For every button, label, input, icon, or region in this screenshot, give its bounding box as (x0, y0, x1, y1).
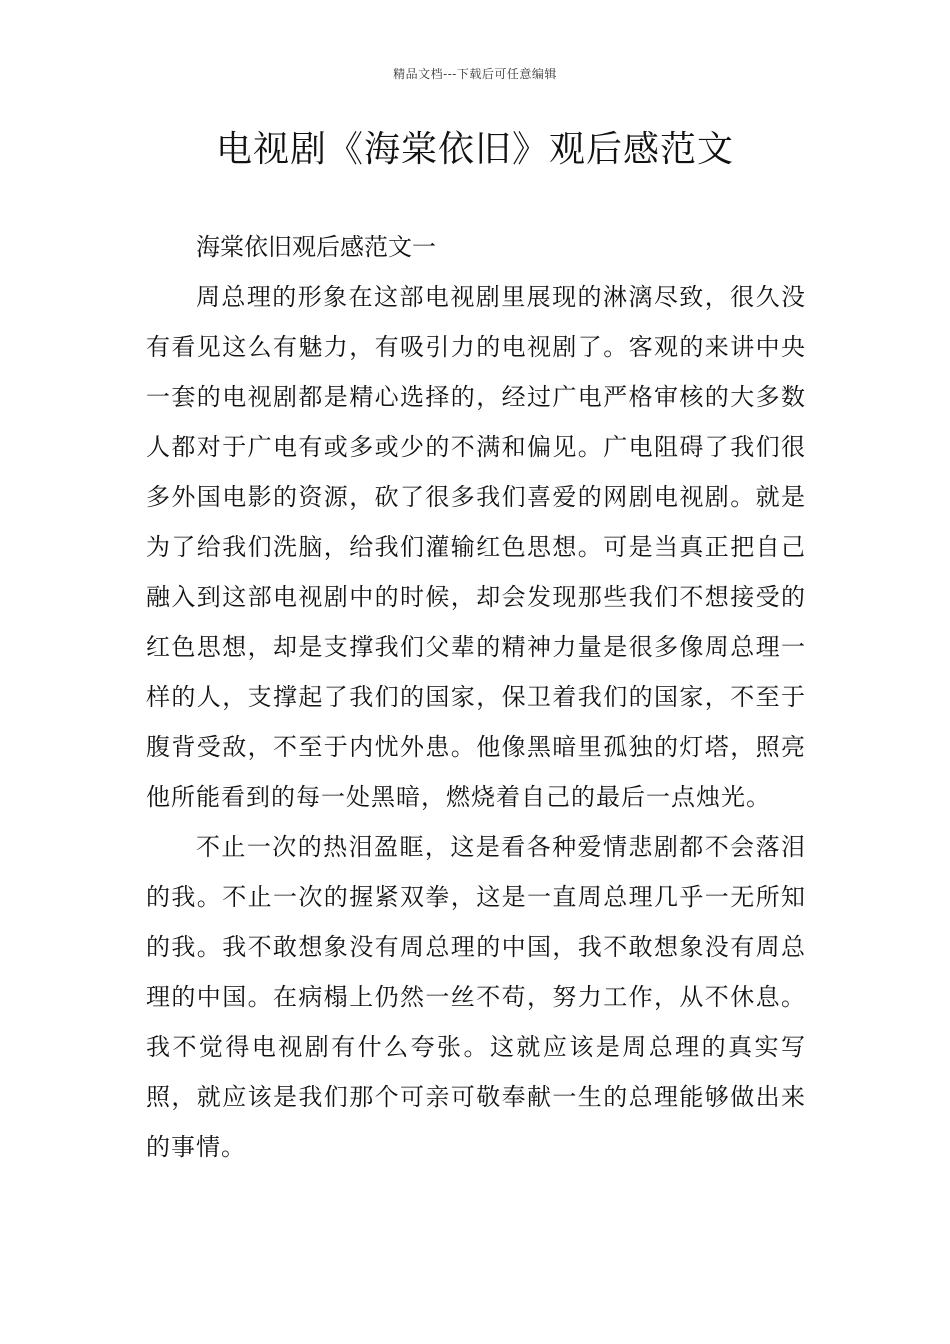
page-header: 精品文档---下载后可任意编辑 (393, 67, 557, 81)
paragraph-1: 周总理的形象在这部电视剧里展现的淋漓尽致，很久没有看见这么有魅力，有吸引力的电视剧了。客观的来讲中央一套的电视剧都是精心选择的，经过广电严格审核的大多数人都对于广电有或多或少的不满和偏见。广电阻碍了我们很多外国电影的资源，砍了很多我们喜爱的网剧电视剧。就是为了给我们洗脑，给我们灌输红色思想。可是当真正把自己融入到这部电视剧中的时候，却会发现那些我们不想接受的红色思想，却是支撑我们父辈的精神力量是很多像周总理一样的人，支撑起了我们的国家，保卫着我们的国家，不至于腹背受敌，不至于内忧外患。他像黑暗里孤独的灯塔，照亮他所能看到的每一处黑暗，燃烧着自己的最后一点烛光。 (146, 283, 806, 811)
document-title: 电视剧《海棠依旧》观后感范文 (215, 129, 734, 170)
document-body (146, 222, 806, 1172)
paragraph-2: 不止一次的热泪盈眶，这是看各种爱情悲剧都不会落泪的我。不止一次的握紧双拳，这是一直周总理几乎一无所知的我。我不敢想象没有周总理的中国，我不敢想象没有周总理的中国。在病榻上仍然一丝不苟，努力工作，从不休息。我不觉得电视剧有什么夸张。这就应该是周总理的真实写照，就应该是我们那个可亲可敬奉献一生的总理能够做出来的事情。 (146, 833, 806, 1161)
section-heading: 海棠依旧观后感范文一 (196, 233, 436, 261)
